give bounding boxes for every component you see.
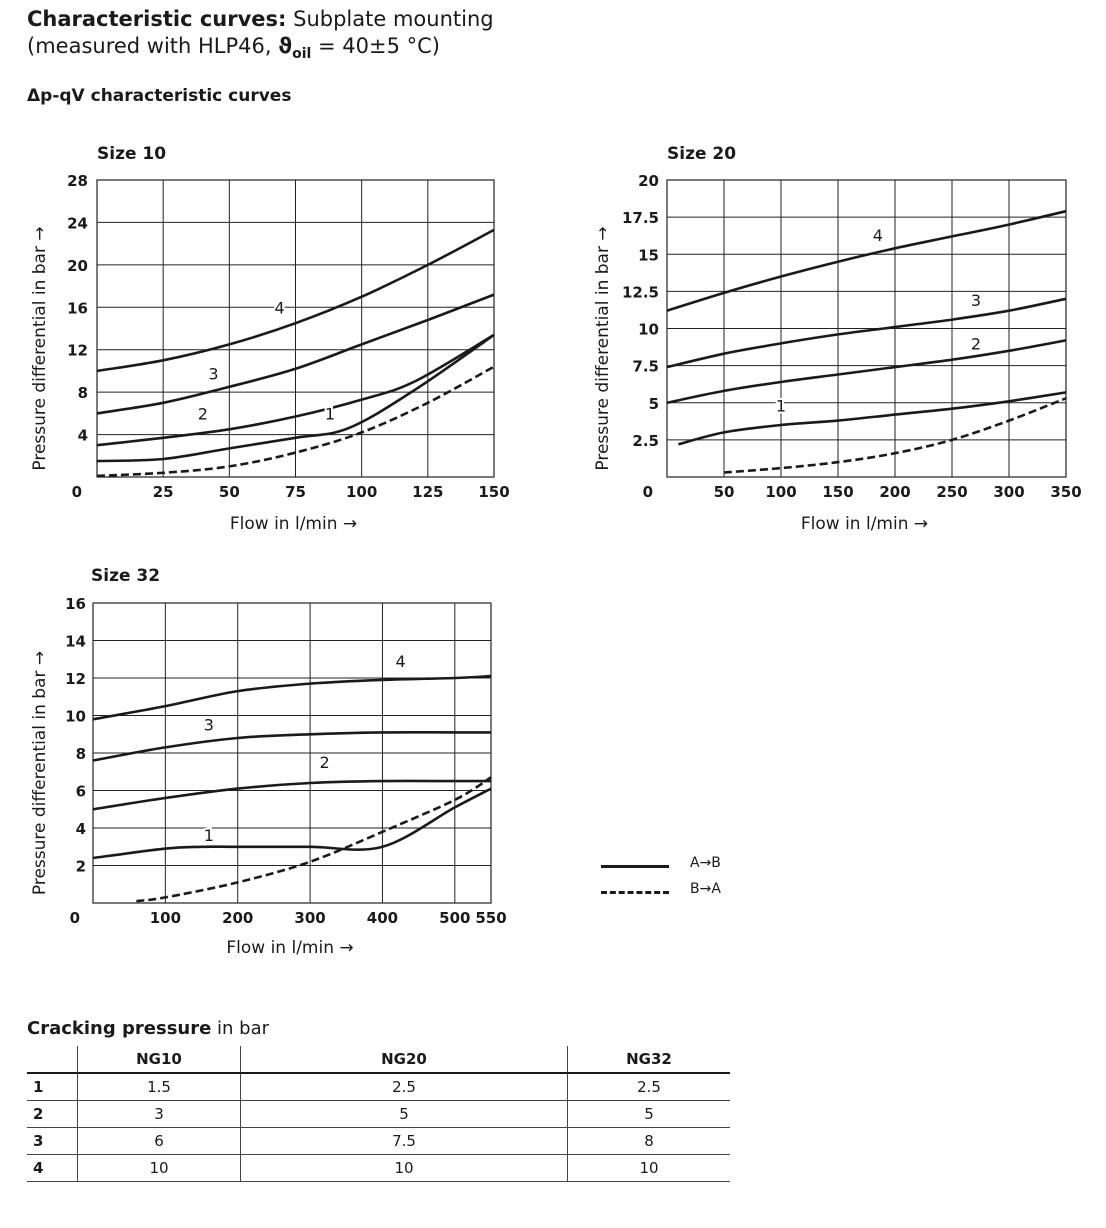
chart-title: Size 32 [91, 566, 161, 586]
y-tick-label: 14 [65, 632, 86, 651]
x-tick-label: 50 [713, 483, 735, 501]
y-tick-label: 4 [75, 820, 86, 838]
x-tick-label: 0 [642, 483, 653, 501]
y-tick-label: 20 [638, 172, 659, 190]
table-cell: 2.5 [568, 1073, 731, 1101]
y-tick-label: 8 [77, 384, 88, 403]
y-tick-label: 10 [65, 707, 86, 726]
y-tick-label: 12 [65, 670, 86, 688]
table-row [27, 1155, 730, 1182]
x-tick-label: 0 [71, 483, 82, 501]
table-cell: 8 [568, 1128, 731, 1155]
curve-label: 2 [319, 753, 330, 772]
curve-label: 1 [324, 404, 336, 424]
cracking-pressure-title [27, 1018, 269, 1039]
x-tick-label: 100 [765, 483, 797, 501]
series-line-2 [667, 340, 1066, 402]
table-header-row [27, 1046, 730, 1073]
y-tick-label: 5 [648, 394, 659, 413]
x-tick-label: 200 [879, 483, 911, 501]
table-cell: 7.5 [241, 1128, 568, 1155]
table-row [27, 1128, 730, 1155]
chart-size-20 [593, 144, 1082, 534]
series-line-4 [667, 211, 1066, 311]
x-tick-label: 500 [439, 909, 471, 927]
curve-label: 4 [395, 651, 406, 671]
y-tick-label: 2.5 [632, 431, 659, 450]
x-tick-label: 100 [149, 909, 182, 927]
x-axis-label: Flow in l/min → [229, 514, 358, 534]
x-tick-label: 400 [366, 909, 399, 927]
row-label: 4 [27, 1155, 78, 1182]
x-axis-label: Flow in l/min → [800, 514, 929, 534]
x-tick-label: 350 [1050, 483, 1082, 501]
legend-solid [598, 852, 758, 872]
header-theta: ϑ [278, 34, 293, 58]
y-tick-label: 6 [75, 782, 86, 801]
y-axis-label: Pressure differential in bar → [30, 650, 50, 896]
legend [598, 850, 758, 910]
chart-size-32 [30, 566, 507, 958]
y-tick-label: 12.5 [621, 283, 659, 302]
curve-label: 2 [970, 334, 982, 354]
x-tick-label: 200 [222, 909, 254, 927]
header-cell [27, 1046, 78, 1073]
y-tick-label: 4 [77, 426, 88, 445]
header-measure-post: = 40±5 °C) [311, 34, 440, 58]
table-cell: 2.5 [241, 1073, 568, 1101]
legend-dashed-label: B→A [690, 881, 721, 897]
legend-solid-label: A→B [690, 855, 721, 871]
curve-label: 1 [775, 396, 787, 416]
y-tick-label: 10 [638, 320, 659, 339]
curve-label: 3 [970, 291, 982, 311]
y-tick-label: 16 [67, 299, 88, 318]
table-row [27, 1073, 730, 1101]
x-tick-label: 150 [478, 483, 510, 501]
series-line-1 [678, 392, 1066, 444]
legend-dashed-line [601, 891, 669, 894]
header-title-rest: Subplate mounting [293, 7, 494, 31]
cracking-pressure-table [27, 1046, 730, 1182]
y-axis-label: Pressure differential in bar → [593, 226, 613, 471]
x-tick-label: 25 [152, 483, 174, 501]
y-tick-label: 12 [67, 341, 88, 360]
section-subtitle: Δp-qV characteristic curves [27, 86, 292, 106]
table-cell: 1.5 [78, 1073, 241, 1101]
legend-solid-line [601, 865, 669, 868]
series-line-b-to-a [136, 777, 491, 901]
x-axis-label: Flow in l/min → [226, 938, 354, 958]
table-cell: 10 [568, 1155, 731, 1182]
x-tick-label: 100 [346, 483, 378, 501]
y-tick-label: 16 [65, 595, 86, 613]
y-tick-label: 20 [67, 256, 88, 275]
curve-label: 3 [208, 364, 219, 384]
table-cell: 10 [241, 1155, 568, 1182]
curve-label: 3 [203, 715, 214, 735]
x-tick-label: 125 [412, 483, 444, 501]
chart-title: Size 10 [97, 144, 167, 164]
y-tick-label: 15 [638, 246, 659, 265]
y-tick-label: 28 [67, 172, 88, 190]
header-cell-ng20: NG20 [241, 1046, 568, 1073]
table-cell: 5 [241, 1101, 568, 1128]
table-cell: 10 [78, 1155, 241, 1182]
chart-title: Size 20 [667, 144, 737, 164]
y-tick-label: 17.5 [621, 209, 659, 228]
curve-label: 1 [203, 826, 214, 846]
header-theta-sub: oil [292, 46, 312, 63]
x-tick-label: 50 [218, 483, 240, 501]
header-cell-ng10: NG10 [78, 1046, 241, 1073]
table-row [27, 1101, 730, 1128]
x-tick-label: 0 [69, 909, 80, 927]
x-tick-label: 75 [285, 483, 306, 501]
header-cell-ng32: NG32 [568, 1046, 731, 1073]
x-tick-label: 300 [294, 909, 326, 927]
series-line-2 [93, 781, 491, 809]
row-label: 1 [27, 1073, 78, 1101]
legend-dashed [598, 878, 758, 898]
series-line-4 [93, 676, 491, 719]
curve-label: 4 [274, 298, 285, 318]
header-measure-pre: (measured with HLP46, [27, 34, 279, 58]
x-tick-label: 550 [475, 909, 507, 927]
x-tick-label: 150 [822, 483, 854, 501]
curve-label: 4 [872, 225, 883, 245]
table-cell: 6 [78, 1128, 241, 1155]
y-tick-label: 7.5 [632, 357, 659, 376]
y-tick-label: 8 [75, 745, 86, 763]
header-title-bold: Characteristic curves: [27, 7, 287, 31]
cracking-title-rest: in bar [211, 1018, 270, 1039]
series-line-3 [667, 299, 1066, 367]
y-tick-label: 2 [75, 857, 86, 876]
x-tick-label: 300 [993, 483, 1025, 501]
table-cell: 5 [568, 1101, 731, 1128]
y-axis-label: Pressure differential in bar → [30, 226, 50, 471]
y-tick-label: 24 [67, 214, 88, 233]
x-tick-label: 250 [936, 483, 968, 501]
row-label: 2 [27, 1101, 78, 1128]
curve-label: 2 [197, 404, 208, 424]
row-label: 3 [27, 1128, 78, 1155]
series-line-3 [93, 732, 491, 760]
chart-size-10 [30, 144, 510, 534]
table-cell: 3 [78, 1101, 241, 1128]
cracking-title-bold: Cracking pressure [27, 1018, 212, 1039]
